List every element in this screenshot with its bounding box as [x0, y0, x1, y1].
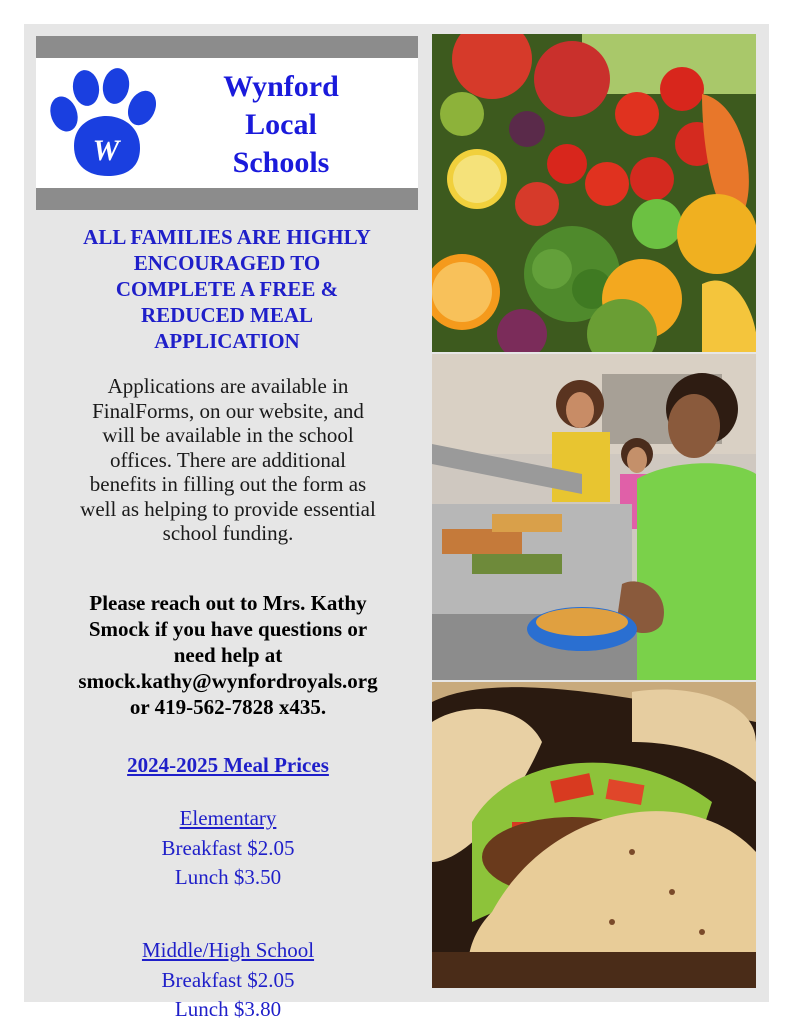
price-group-elementary — [28, 804, 428, 893]
meal-prices-title: 2024-2025 Meal Prices — [127, 753, 329, 777]
lunch-price: Lunch $3.80 — [174, 997, 282, 1021]
header-top-bar — [36, 36, 418, 58]
body-line: will be available in the school — [102, 423, 354, 447]
application-info — [28, 374, 428, 546]
headline — [34, 224, 420, 354]
body-line: Applications are available in — [107, 374, 349, 398]
body-line: well as helping to provide essential — [80, 496, 376, 521]
school-header — [36, 36, 418, 210]
contact-phone: or 419-562-7828 x435. — [129, 695, 327, 719]
school-name — [186, 68, 376, 182]
fruits-vegetables-photo — [432, 34, 756, 352]
contact-line: Please reach out to Mrs. Kathy — [89, 591, 367, 615]
body-line: FinalForms, on our website, and — [92, 398, 364, 423]
contact-info — [28, 590, 428, 720]
contact-line: Smock if you have questions or — [88, 617, 368, 641]
school-name-line: Wynford — [223, 70, 339, 103]
breakfast-price: Breakfast $2.05 — [161, 835, 295, 860]
cafeteria-line-photo — [432, 354, 756, 680]
headline-line: REDUCED MEAL — [140, 303, 314, 327]
body-line: school funding. — [162, 521, 294, 545]
contact-line: need help at — [173, 643, 283, 667]
school-name-line: Local — [245, 108, 317, 141]
price-group-title: Middle/High School — [141, 938, 315, 962]
headline-line: COMPLETE A FREE & — [115, 277, 339, 301]
price-group-title: Elementary — [179, 806, 277, 830]
taco-photo — [432, 682, 756, 988]
header-panel — [36, 58, 418, 188]
headline-line: APPLICATION — [154, 329, 300, 353]
price-group-middle-high — [28, 936, 428, 1025]
contact-email[interactable]: smock.kathy@wynfordroyals.org — [78, 669, 378, 693]
headline-line: ENCOURAGED TO — [133, 251, 321, 275]
lunch-price: Lunch $3.50 — [174, 865, 282, 889]
breakfast-price: Breakfast $2.05 — [161, 967, 295, 992]
body-line: benefits in filling out the form as — [89, 472, 367, 496]
header-bottom-bar — [36, 188, 418, 210]
school-name-line: Schools — [232, 146, 330, 179]
paw-letter: W — [92, 134, 120, 167]
wolf-paw-icon — [44, 68, 164, 182]
body-line: offices. There are additional — [110, 447, 346, 472]
info-column — [24, 24, 432, 1021]
headline-line: ALL FAMILIES ARE HIGHLY — [83, 225, 371, 249]
